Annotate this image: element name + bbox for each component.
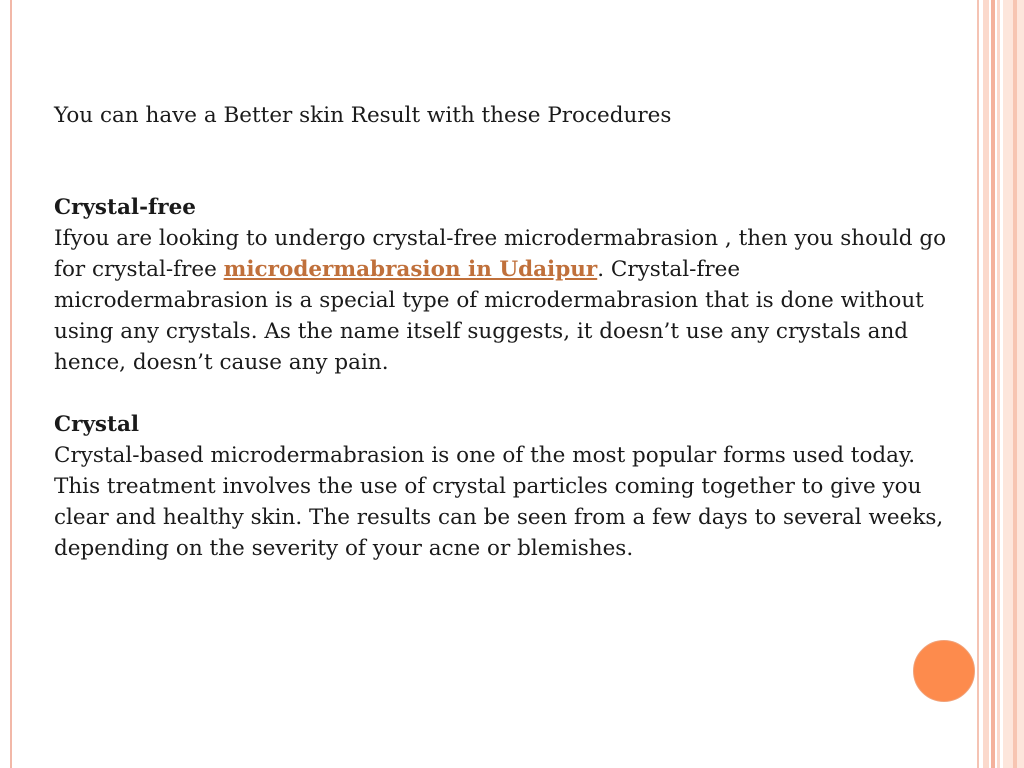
intro-text: You can have a Better skin Result with these Procedures bbox=[54, 103, 672, 128]
body-text: Ifyou are looking to undergo crystal-free microdermabrasion , then you should go for crystal-free bbox=[54, 226, 947, 282]
body-text: . Crystal-free microdermabrasion is a special type of microdermabrasion that is done without using any crystals. As the name itself suggests, it doesn’t use any crystals and hence, doesn’t cause any pain. bbox=[54, 257, 924, 375]
right-stripe bbox=[991, 0, 995, 768]
udaipur-link[interactable]: microdermabrasion in Udaipur bbox=[223, 257, 598, 282]
right-stripe bbox=[1013, 0, 1017, 768]
decorative-circle bbox=[913, 640, 975, 702]
section-heading-crystal: Crystal bbox=[54, 412, 140, 437]
left-border-line bbox=[10, 0, 12, 768]
right-stripe bbox=[997, 0, 1000, 768]
section-heading-crystal-free: Crystal-free bbox=[54, 195, 196, 220]
slide-content bbox=[54, 100, 954, 595]
right-stripe bbox=[983, 0, 989, 768]
section-body-crystal-free bbox=[54, 223, 954, 378]
right-stripe bbox=[977, 0, 979, 768]
section-body-crystal: Crystal-based microdermabrasion is one of the most popular forms used today. This treatment involves the use of crystal particles coming together to give you clear and healthy skin. The results can be seen from a few days to several weeks, depending on the severity of your acne or blemishes. bbox=[54, 443, 944, 561]
